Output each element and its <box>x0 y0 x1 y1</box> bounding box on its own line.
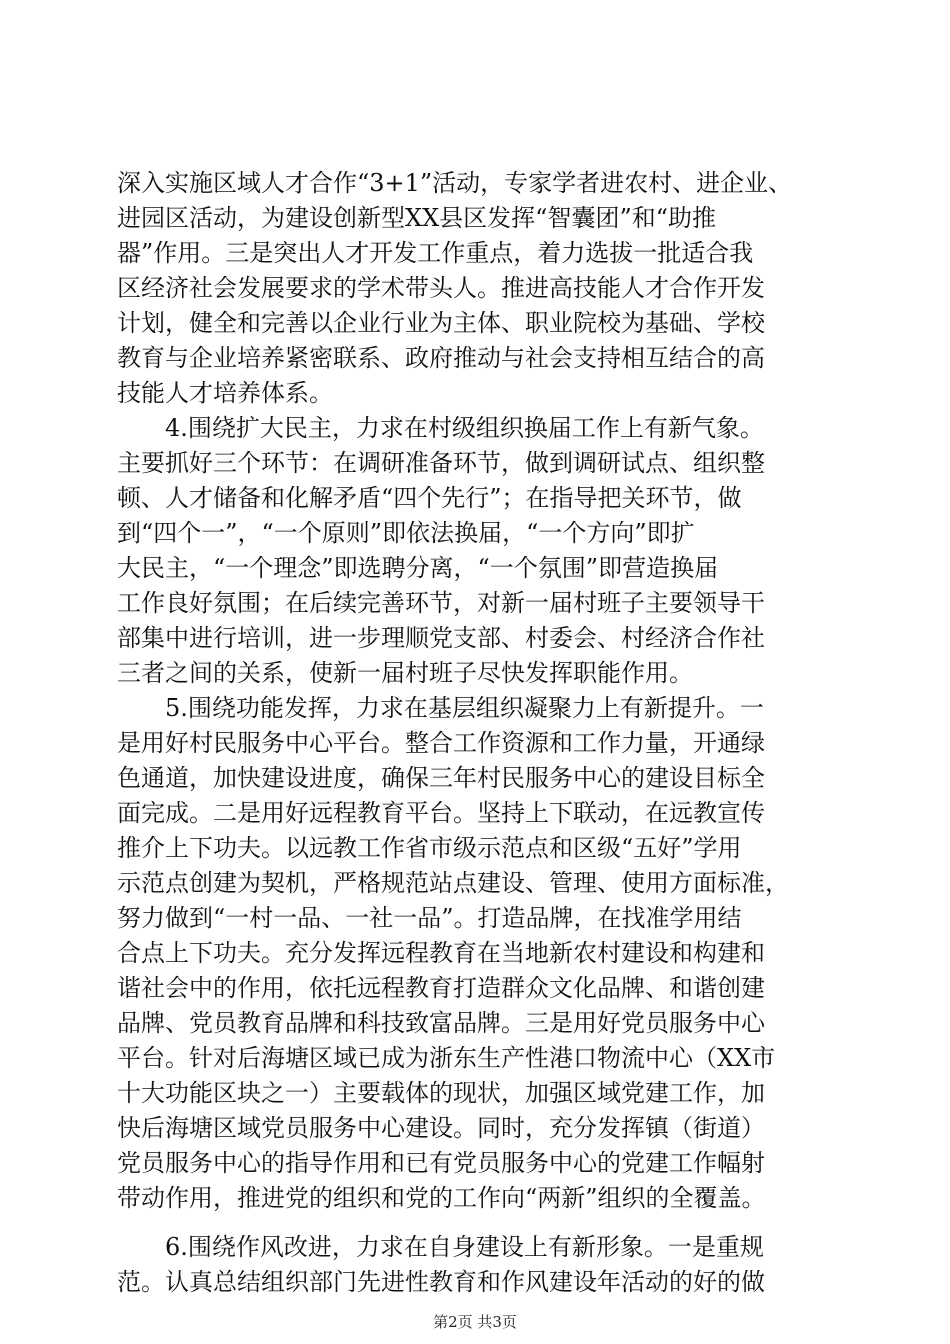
text-line: 进园区活动，为建设创新型XX县区发挥“智囊团”和“助推 <box>117 204 716 232</box>
text-line: 是用好村民服务中心平台。整合工作资源和工作力量，开通绿 <box>117 729 765 757</box>
text-line: 谐社会中的作用，依托远程教育打造群众文化品牌、和谐创建 <box>117 974 765 1002</box>
text-line: 党员服务中心的指导作用和已有党员服务中心的党建工作幅射 <box>117 1149 765 1177</box>
paragraph-heading-6: 6.围绕作风改进，力求在自身建设上有新形象。一是重规 <box>165 1233 764 1261</box>
text-line: 器”作用。三是突出人才开发工作重点，着力选拔一批适合我 <box>117 239 754 267</box>
text-line: 合点上下功夫。充分发挥远程教育在当地新农村建设和构建和 <box>117 939 765 967</box>
text-line: 快后海塘区域党员服务中心建设。同时，充分发挥镇（街道） <box>117 1114 765 1142</box>
text-line: 主要抓好三个环节：在调研准备环节，做到调研试点、组织整 <box>117 449 765 477</box>
text-line: 推介上下功夫。以远教工作省市级示范点和区级“五好”学用 <box>117 834 742 862</box>
text-line: 教育与企业培养紧密联系、政府推动与社会支持相互结合的高 <box>117 344 765 372</box>
text-line: 十大功能区块之一）主要载体的现状，加强区域党建工作，加 <box>117 1079 765 1107</box>
text-line: 范。认真总结组织部门先进性教育和作风建设年活动的好的做 <box>117 1268 765 1296</box>
text-line: 示范点创建为契机，严格规范站点建设、管理、使用方面标准， <box>117 869 789 897</box>
text-line: 努力做到“一村一品、一社一品”。打造品牌，在找准学用结 <box>117 904 742 932</box>
text-line: 到“四个一”，“一个原则”即依法换届，“一个方向”即扩 <box>117 519 695 547</box>
text-line: 部集中进行培训，进一步理顺党支部、村委会、村经济合作社 <box>117 624 765 652</box>
text-line: 计划，健全和完善以企业行业为主体、职业院校为基础、学校 <box>117 309 765 337</box>
text-line: 技能人才培养体系。 <box>117 379 333 407</box>
text-line: 工作良好氛围；在后续完善环节，对新一届村班子主要领导干 <box>117 589 765 617</box>
text-line: 带动作用，推进党的组织和党的工作向“两新”组织的全覆盖。 <box>117 1184 766 1212</box>
paragraph-heading-5: 5.围绕功能发挥，力求在基层组织凝聚力上有新提升。一 <box>165 694 764 722</box>
paragraph-heading-4: 4.围绕扩大民主，力求在村级组织换届工作上有新气象。 <box>165 414 764 442</box>
page-footer: 第2页 共3页 <box>433 1313 517 1331</box>
text-line: 顿、人才储备和化解矛盾“四个先行”；在指导把关环节，做 <box>117 484 742 512</box>
text-line: 区经济社会发展要求的学术带头人。推进高技能人才合作开发 <box>117 274 765 302</box>
text-line: 大民主，“一个理念”即选聘分离，“一个氛围”即营造换届 <box>117 554 719 582</box>
text-line: 平台。针对后海塘区域已成为浙东生产性港口物流中心（XX市 <box>117 1044 776 1072</box>
text-line: 色通道，加快建设进度，确保三年村民服务中心的建设目标全 <box>117 764 765 792</box>
text-line: 面完成。二是用好远程教育平台。坚持上下联动，在远教宣传 <box>117 799 765 827</box>
text-line: 三者之间的关系，使新一届村班子尽快发挥职能作用。 <box>117 659 693 687</box>
text-line: 品牌、党员教育品牌和科技致富品牌。三是用好党员服务中心 <box>117 1009 765 1037</box>
text-line: 深入实施区域人才合作“3+1”活动，专家学者进农村、进企业、 <box>117 169 793 197</box>
